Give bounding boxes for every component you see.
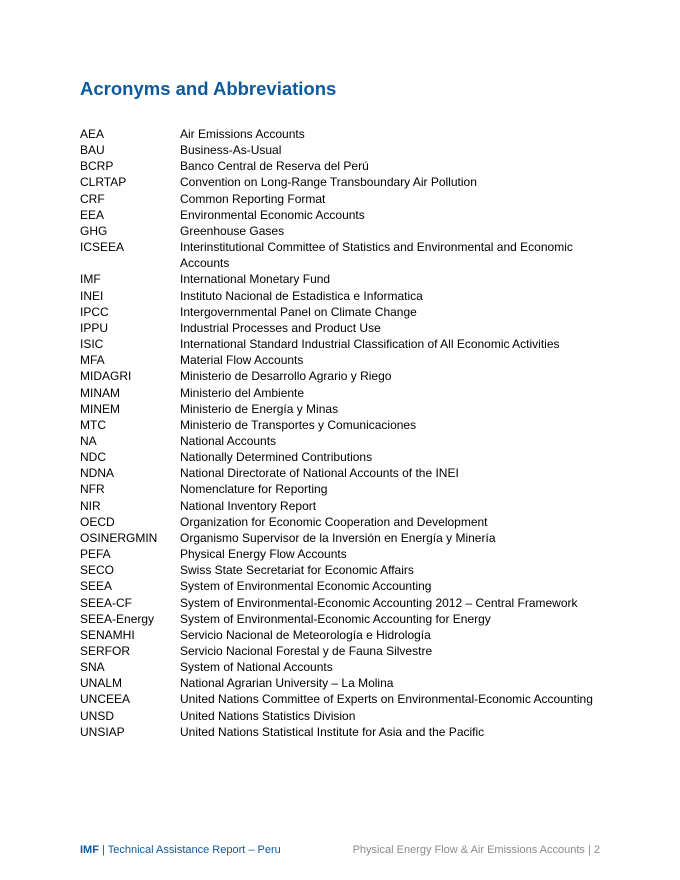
acronym-abbr: SEEA	[80, 579, 113, 594]
acronym-row	[80, 191, 600, 207]
acronym-definition: National Agrarian University – La Molina	[180, 676, 394, 691]
acronym-abbr: IMF	[80, 272, 101, 287]
acronym-row	[80, 158, 600, 174]
acronym-row	[80, 223, 600, 239]
acronym-abbr: IPPU	[80, 320, 109, 335]
acronym-abbr: IPCC	[80, 304, 109, 319]
acronym-row	[80, 368, 600, 384]
acronym-abbr: NDNA	[80, 466, 115, 481]
acronym-definition: National Inventory Report	[180, 498, 317, 513]
acronym-definition: Organization for Economic Cooperation and Development	[180, 514, 488, 529]
footer-right: Physical Energy Flow & Air Emissions Accounts | 2	[352, 844, 600, 856]
acronym-row	[80, 433, 600, 449]
acronym-abbr: SNA	[80, 660, 105, 675]
acronym-abbr: MIDAGRI	[80, 369, 132, 384]
acronym-row	[80, 336, 600, 352]
acronym-row	[80, 595, 600, 611]
acronym-abbr: MINEM	[80, 401, 120, 416]
acronym-row	[80, 385, 600, 401]
footer-report-title: Technical Assistance Report – Peru	[107, 844, 281, 856]
acronym-row	[80, 465, 600, 481]
acronym-abbr: UNSIAP	[80, 724, 125, 739]
acronym-definition: Swiss State Secretariat for Economic Affairs	[180, 563, 414, 578]
acronym-abbr: SEEA-CF	[80, 595, 133, 610]
acronym-abbr: PEFA	[80, 547, 111, 562]
acronym-row	[80, 514, 600, 530]
acronym-definition: Ministerio de Transportes y Comunicaciones	[180, 417, 417, 432]
acronym-abbr: UNALM	[80, 676, 123, 691]
acronym-definition: Servicio Nacional Forestal y de Fauna Silvestre	[180, 644, 433, 658]
acronym-definition: United Nations Statistics Division	[180, 708, 356, 723]
acronym-definition: International Monetary Fund	[180, 272, 331, 287]
acronym-definition: Convention on Long-Range Transboundary Air Pollution	[180, 175, 477, 190]
acronym-abbr: MTC	[80, 417, 106, 432]
acronym-definition: Industrial Processes and Product Use	[180, 320, 381, 335]
acronym-abbr: MINAM	[80, 385, 120, 400]
acronym-abbr: BAU	[80, 143, 105, 158]
acronym-row	[80, 271, 600, 287]
acronym-row	[80, 562, 600, 578]
acronym-row	[80, 498, 600, 514]
acronym-definition: Material Flow Accounts	[180, 353, 304, 368]
acronym-abbr: NDC	[80, 450, 106, 465]
acronym-definition: Nomenclature for Reporting	[180, 482, 328, 497]
acronym-row	[80, 691, 600, 707]
footer-separator: |	[98, 844, 108, 856]
acronym-abbr: EEA	[80, 207, 105, 222]
acronym-definition: System of National Accounts	[180, 660, 333, 675]
acronym-abbr: SECO	[80, 563, 115, 578]
acronym-abbr: OECD	[80, 514, 115, 529]
acronym-row	[80, 142, 600, 158]
acronym-row	[80, 578, 600, 594]
footer-left	[80, 844, 281, 856]
acronym-row	[80, 449, 600, 465]
acronym-row	[80, 174, 600, 190]
acronym-row	[80, 546, 600, 562]
acronym-definition: Instituto Nacional de Estadistica e Informatica	[180, 288, 423, 303]
acronym-abbr: MFA	[80, 353, 105, 368]
acronym-abbr: GHG	[80, 223, 108, 238]
acronym-definition: Business-As-Usual	[180, 143, 282, 158]
footer-org: IMF	[80, 844, 99, 856]
acronym-abbr: SEEA-Energy	[80, 611, 155, 626]
acronym-row	[80, 417, 600, 433]
acronym-row	[80, 352, 600, 368]
acronym-definition: National Directorate of National Accounts of the INEI	[180, 466, 459, 481]
acronym-row	[80, 288, 600, 304]
acronym-row	[80, 320, 600, 336]
acronym-definition: Organismo Supervisor de la Inversión en Energía y Minería	[180, 530, 496, 545]
acronym-definition: Physical Energy Flow Accounts	[180, 547, 347, 562]
acronym-definition: United Nations Statistical Institute for Asia and the Pacific	[180, 724, 485, 739]
acronym-row	[80, 643, 600, 659]
acronym-definition: International Standard Industrial Classification of All Economic Activities	[180, 337, 560, 352]
acronym-abbr: CRF	[80, 191, 105, 206]
acronym-row	[80, 708, 600, 724]
acronym-definition: United Nations Committee of Experts on Environmental-Economic Accounting	[180, 692, 593, 707]
acronym-definition: Environmental Economic Accounts	[180, 207, 365, 222]
page-footer	[80, 844, 600, 856]
page-title: Acronyms and Abbreviations	[80, 78, 337, 99]
acronym-definition: Banco Central de Reserva del Perú	[180, 159, 369, 174]
acronym-abbr: UNSD	[80, 708, 115, 723]
acronym-abbr: ISIC	[80, 337, 104, 352]
acronym-abbr: AEA	[80, 127, 105, 141]
acronym-definition: Nationally Determined Contributions	[180, 450, 373, 465]
acronym-definition: System of Environmental-Economic Accounting 2012 – Central Framework	[180, 595, 578, 610]
acronym-definition: Common Reporting Format	[180, 191, 326, 206]
acronym-definition: System of Environmental-Economic Accounting for Energy	[180, 611, 491, 626]
acronym-row	[80, 724, 600, 740]
acronym-abbr: CLRTAP	[80, 175, 127, 190]
acronym-abbr: INEI	[80, 288, 104, 303]
acronym-definition: Air Emissions Accounts	[180, 127, 305, 141]
acronym-row	[80, 611, 600, 627]
acronym-abbr: NIR	[80, 498, 101, 513]
acronym-abbr: NFR	[80, 482, 105, 497]
acronym-row	[80, 675, 600, 691]
acronym-definition: Servicio Nacional de Meteorología e Hidrología	[180, 627, 431, 642]
acronym-row	[80, 627, 600, 643]
acronym-list	[80, 126, 600, 740]
acronym-definition: Ministerio de Desarrollo Agrario y Riego	[180, 369, 392, 384]
acronym-abbr: ICSEEA	[80, 240, 125, 255]
acronym-definition: Interinstitutional Committee of Statistics and Environmental and Economic Accounts	[180, 240, 573, 271]
acronym-definition: Greenhouse Gases	[180, 223, 285, 238]
acronym-abbr: SERFOR	[80, 644, 131, 658]
acronym-abbr: OSINERGMIN	[80, 530, 158, 545]
acronym-row	[80, 207, 600, 223]
acronym-row	[80, 304, 600, 320]
acronym-row	[80, 659, 600, 675]
acronym-definition: National Accounts	[180, 433, 277, 448]
acronym-abbr: NA	[80, 433, 97, 448]
acronym-row	[80, 401, 600, 417]
acronym-abbr: SENAMHI	[80, 627, 135, 642]
acronym-row	[80, 239, 600, 271]
acronym-definition: Ministerio del Ambiente	[180, 385, 305, 400]
acronym-row	[80, 481, 600, 497]
acronym-row	[80, 530, 600, 546]
acronym-row	[80, 126, 600, 142]
acronym-definition: Intergovernmental Panel on Climate Change	[180, 304, 417, 319]
acronym-abbr: UNCEEA	[80, 692, 131, 707]
acronym-abbr: BCRP	[80, 159, 114, 174]
acronym-definition: Ministerio de Energía y Minas	[180, 401, 339, 416]
acronym-definition: System of Environmental Economic Accounting	[180, 579, 432, 594]
